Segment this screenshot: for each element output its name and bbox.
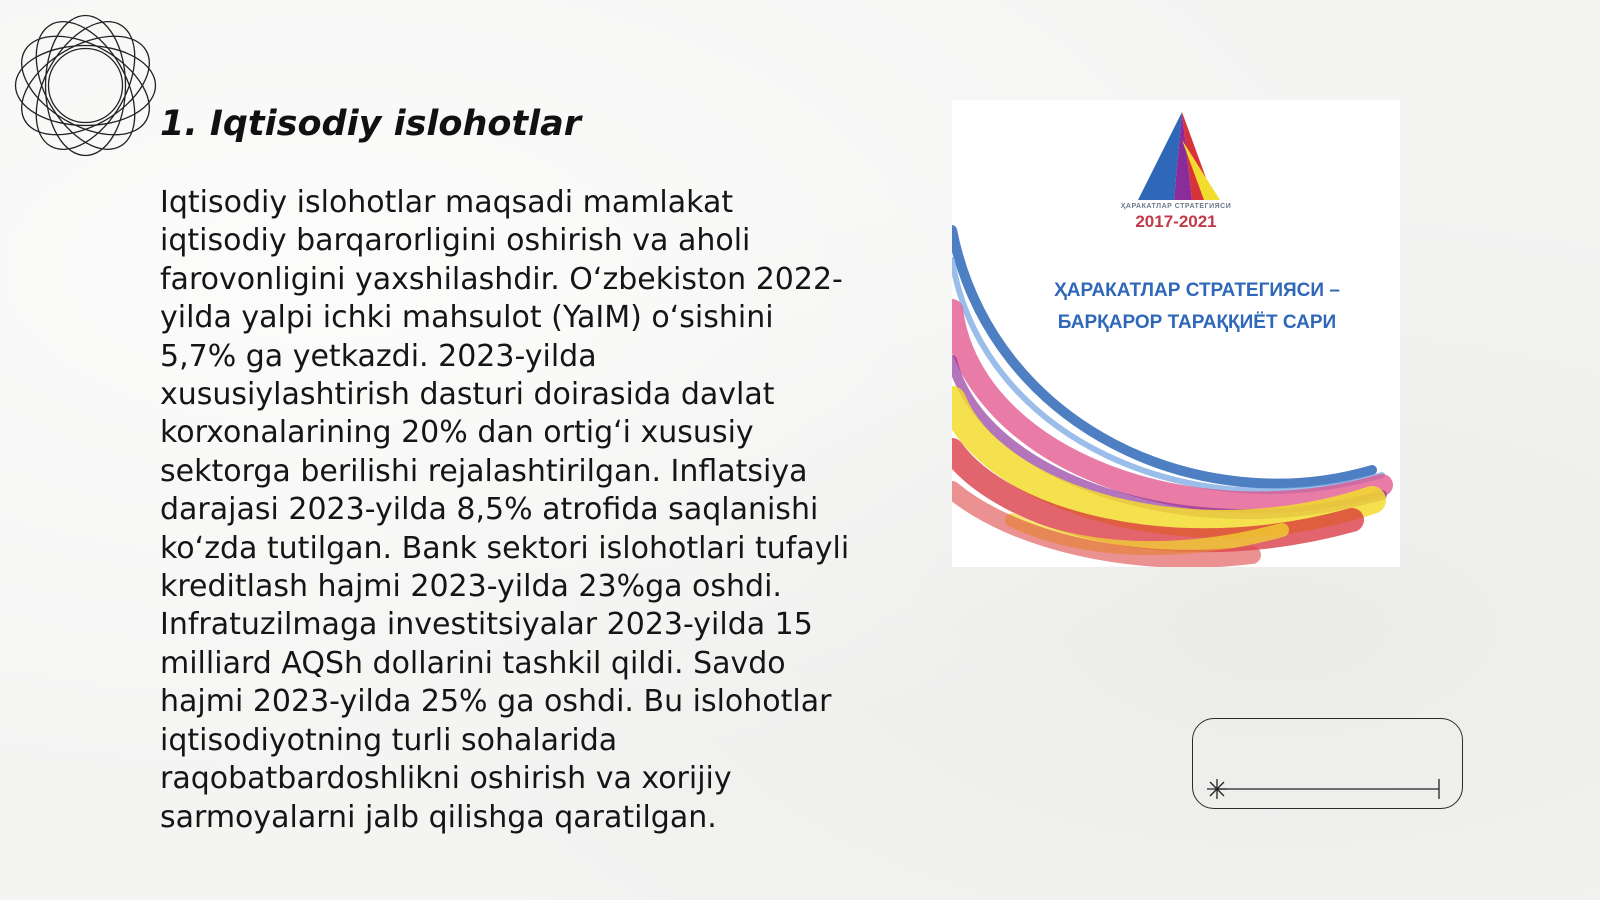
poster-years: 2017-2021 (1135, 212, 1217, 231)
decorative-box (1192, 718, 1463, 809)
poster-headline (992, 275, 1400, 339)
circular-ornament-icon (8, 8, 163, 163)
poster-logo-caption: ҲАРАКАТЛАР СТРАТЕГИЯСИ (1120, 203, 1232, 210)
star-line-icon (1193, 719, 1464, 810)
slide-title: 1. Iqtisodiy islohotlar (160, 104, 582, 144)
strategy-poster-image (952, 100, 1400, 567)
poster-headline-line1: ҲАРАКАТЛАР СТРАТЕГИЯСИ – (1054, 280, 1340, 301)
body-paragraph: Iqtisodiy islohotlar maqsadi mamlakat iqtisodiy barqarorligini oshirish va aholi farovonligini yaxshilashdir. O‘zbekiston 2022-yilda yalpi ichki mahsulot (YaIM) o‘sishini 5,7% ga yetkazdi. 2023-yilda xususiylashtirish dasturi doirasida davlat korxonalarining 20% dan ortig‘i xususiy sektorga berilishi rejalashtirilgan. Inflatsiya darajasi 2023-yilda 8,5% atrofida saqlanishi ko‘zda tutilgan. Bank sektori islohotlari tufayli kreditlash hajmi 2023-yilda 23%ga oshdi. Infratuzilmaga investitsiyalar 2023-yilda 15 milliard AQSh dollarini tashkil qildi. Savdo hajmi 2023-yilda 25% ga oshdi. Bu islohotlar iqtisodiyotning turli sohalarida raqobatbardoshlikni oshirish va xorijiy sarmoyalarni jalb qilishga qaratilgan. (160, 185, 850, 835)
poster-logo-icon (1138, 112, 1220, 200)
poster-headline-line2: БАРҚАРОР ТАРАҚҚИЁТ САРИ (1057, 312, 1337, 333)
